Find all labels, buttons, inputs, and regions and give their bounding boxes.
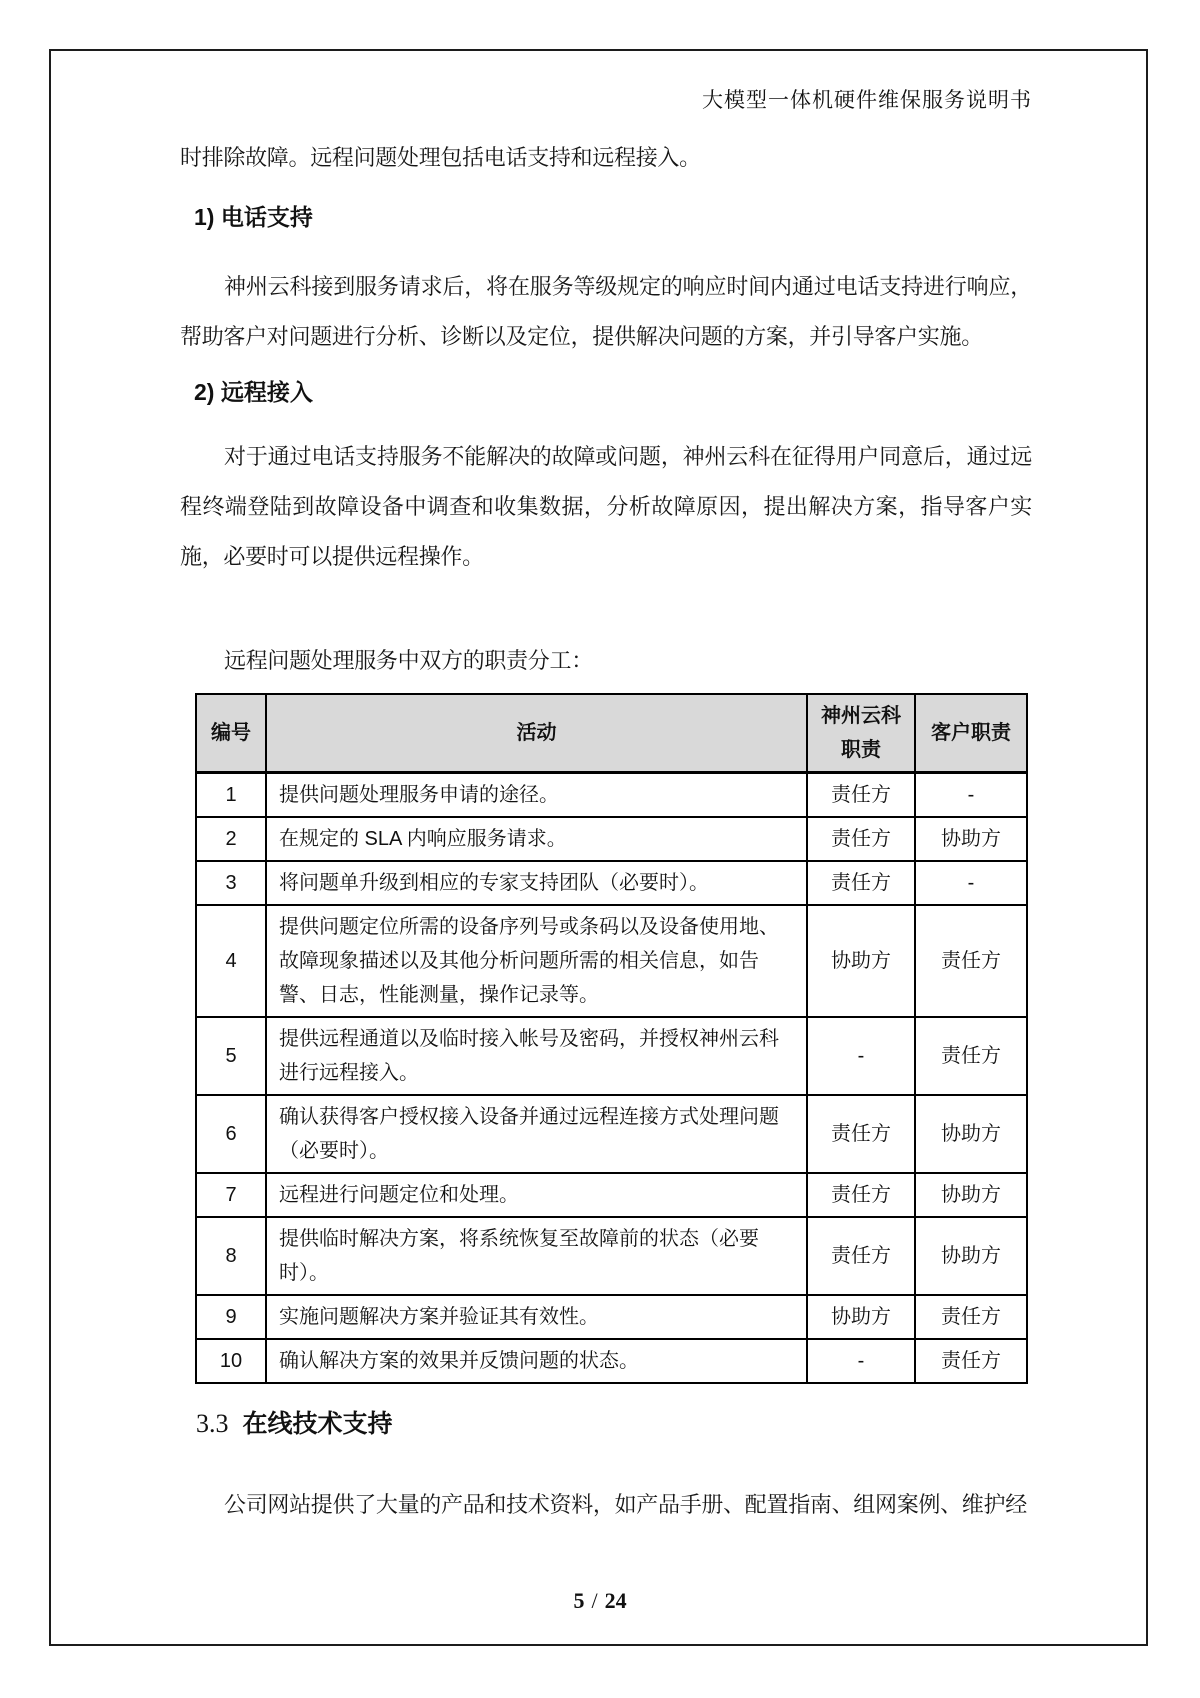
cell-vendor-role: 协助方 <box>807 1295 915 1339</box>
cell-activity: 提供远程通道以及临时接入帐号及密码，并授权神州云科进行远程接入。 <box>266 1017 807 1095</box>
header-cell-number: 编号 <box>196 694 266 773</box>
cell-customer-role: 责任方 <box>915 1295 1027 1339</box>
cell-number: 2 <box>196 817 266 861</box>
section-title: 在线技术支持 <box>242 1410 393 1438</box>
page-number-separator: / <box>591 1588 598 1613</box>
cell-customer-role: 协助方 <box>915 1095 1027 1173</box>
table-lead-in: 远程问题处理服务中双方的职责分工： <box>224 648 593 673</box>
cell-activity: 远程进行问题定位和处理。 <box>266 1173 807 1217</box>
heading-phone-support: 1) 电话支持 <box>194 204 313 230</box>
page-footer <box>0 1588 1200 1614</box>
table-row <box>196 905 1027 1017</box>
table-row <box>196 773 1027 818</box>
section-3-3-heading <box>196 1408 393 1444</box>
table-row <box>196 1295 1027 1339</box>
cell-customer-role: 协助方 <box>915 1217 1027 1295</box>
cell-customer-role: 协助方 <box>915 1173 1027 1217</box>
cell-vendor-role: 责任方 <box>807 1173 915 1217</box>
header-cell-customer-role: 客户职责 <box>915 694 1027 773</box>
paragraph-remote-access: 对于通过电话支持服务不能解决的故障或问题，神州云科在征得用户同意后，通过远程终端登陆到故障设备中调查和收集数据，分析故障原因，提出解决方案，指导客户实施，必要时可以提供远程操作。 <box>180 444 1032 569</box>
page-number-current: 5 <box>573 1588 585 1613</box>
cell-vendor-role: 责任方 <box>807 1095 915 1173</box>
table-row <box>196 817 1027 861</box>
paragraph-phone-support: 神州云科接到服务请求后，将在服务等级规定的响应时间内通过电话支持进行响应，帮助客户对问题进行分析、诊断以及定位，提供解决问题的方案，并引导客户实施。 <box>180 274 1032 349</box>
cell-number: 5 <box>196 1017 266 1095</box>
table-row <box>196 1339 1027 1383</box>
header-cell-activity: 活动 <box>266 694 807 773</box>
cell-customer-role: - <box>915 861 1027 905</box>
header-cell-vendor-role: 神州云科职责 <box>807 694 915 773</box>
cell-number: 10 <box>196 1339 266 1383</box>
document-header-title: 大模型一体机硬件维保服务说明书 <box>702 88 1032 112</box>
heading-remote-access: 2) 远程接入 <box>194 379 313 405</box>
cell-vendor-role: 协助方 <box>807 905 915 1017</box>
cell-activity: 确认解决方案的效果并反馈问题的状态。 <box>266 1339 807 1383</box>
table-row <box>196 861 1027 905</box>
responsibility-table <box>195 693 1028 1384</box>
cell-customer-role: 责任方 <box>915 905 1027 1017</box>
cell-activity: 提供问题定位所需的设备序列号或条码以及设备使用地、故障现象描述以及其他分析问题所需的相关信息，如告警、日志，性能测量，操作记录等。 <box>266 905 807 1017</box>
table-row <box>196 1173 1027 1217</box>
cell-vendor-role: - <box>807 1339 915 1383</box>
table-row <box>196 1017 1027 1095</box>
cell-vendor-role: 责任方 <box>807 861 915 905</box>
cell-vendor-role: 责任方 <box>807 773 915 818</box>
table-row <box>196 1217 1027 1295</box>
cell-customer-role: 协助方 <box>915 817 1027 861</box>
cell-customer-role: 责任方 <box>915 1339 1027 1383</box>
cell-activity: 提供问题处理服务申请的途径。 <box>266 773 807 818</box>
cell-activity: 确认获得客户授权接入设备并通过远程连接方式处理问题（必要时）。 <box>266 1095 807 1173</box>
cell-vendor-role: 责任方 <box>807 817 915 861</box>
cell-number: 1 <box>196 773 266 818</box>
continuation-paragraph: 时排除故障。远程问题处理包括电话支持和远程接入。 <box>180 145 701 170</box>
cell-activity: 提供临时解决方案，将系统恢复至故障前的状态（必要时）。 <box>266 1217 807 1295</box>
cell-number: 6 <box>196 1095 266 1173</box>
cell-activity: 在规定的 SLA 内响应服务请求。 <box>266 817 807 861</box>
cell-activity: 实施问题解决方案并验证其有效性。 <box>266 1295 807 1339</box>
cell-number: 9 <box>196 1295 266 1339</box>
page-number-total: 24 <box>604 1588 627 1613</box>
cell-customer-role: - <box>915 773 1027 818</box>
cell-number: 7 <box>196 1173 266 1217</box>
cell-customer-role: 责任方 <box>915 1017 1027 1095</box>
cell-activity: 将问题单升级到相应的专家支持团队（必要时）。 <box>266 861 807 905</box>
section-number: 3.3 <box>196 1409 229 1438</box>
cell-vendor-role: 责任方 <box>807 1217 915 1295</box>
cell-vendor-role: - <box>807 1017 915 1095</box>
table-header-row <box>196 694 1027 773</box>
cell-number: 3 <box>196 861 266 905</box>
table-row <box>196 1095 1027 1173</box>
cell-number: 4 <box>196 905 266 1017</box>
paragraph-online-support: 公司网站提供了大量的产品和技术资料，如产品手册、配置指南、组网案例、维护经 <box>224 1492 1027 1517</box>
cell-number: 8 <box>196 1217 266 1295</box>
